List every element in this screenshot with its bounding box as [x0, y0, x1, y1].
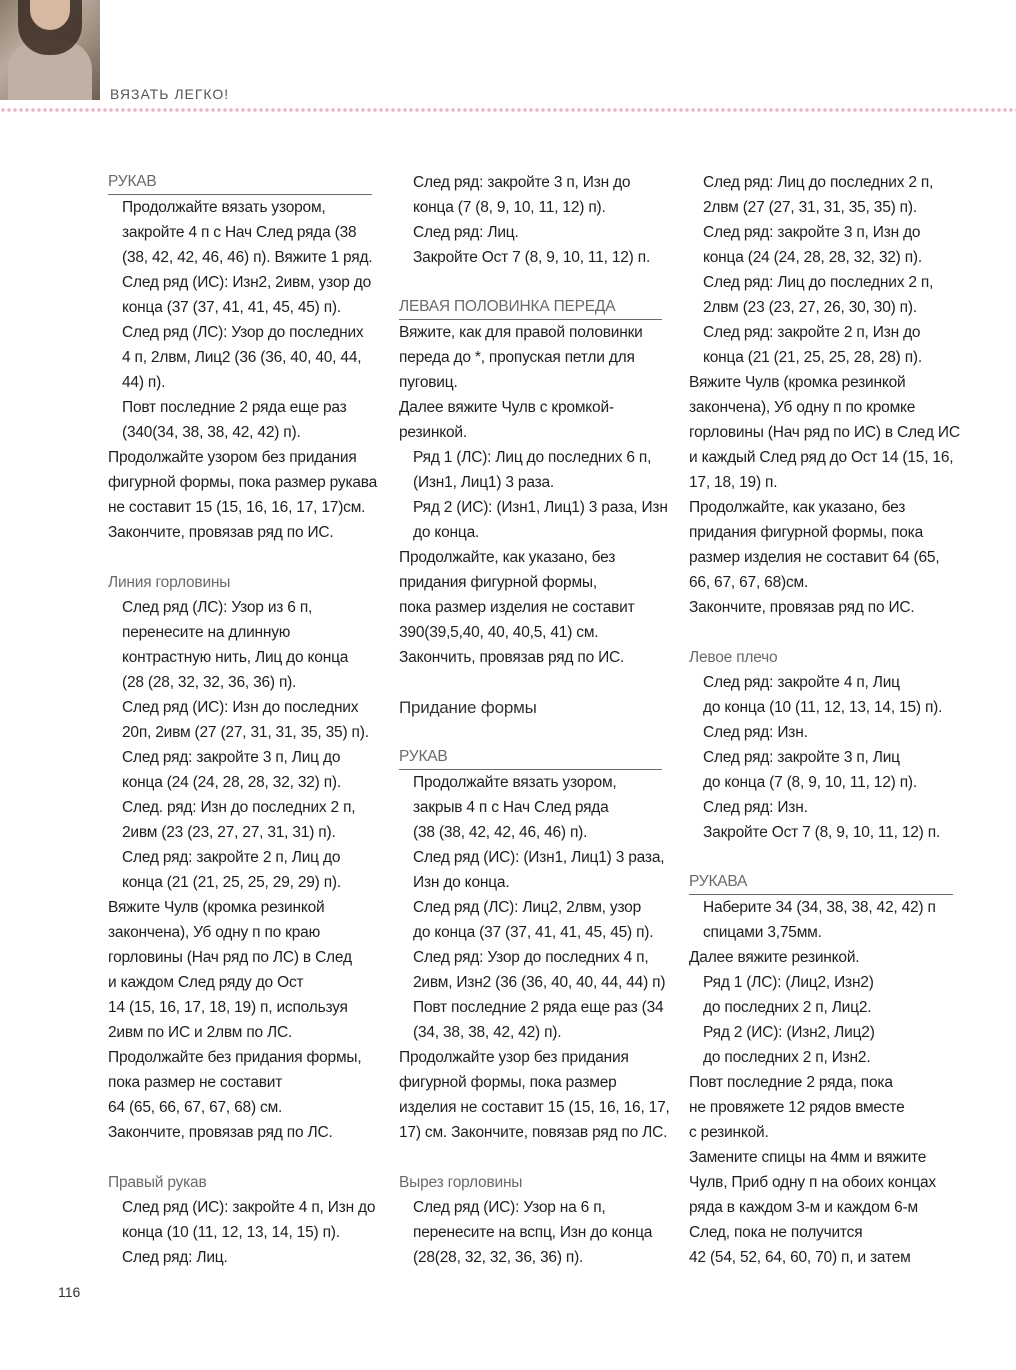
instruction-line: конца (21 (21, 25, 25, 28, 28) п).: [703, 349, 922, 366]
instruction-line: След ряд: закройте 3 п, Лиц: [703, 749, 900, 766]
instruction-line: конца (37 (37, 41, 41, 45, 45) п).: [122, 299, 341, 316]
instruction-line: 2лвм (23 (23, 27, 26, 30, 30) п).: [703, 299, 917, 316]
instruction-line: След ряд: закройте 3 п, Изн до: [703, 224, 921, 241]
text-line: Вяжите, как для правой половинки: [399, 324, 643, 341]
instruction-line: до конца (37 (37, 41, 41, 45, 45) п).: [413, 924, 654, 941]
instruction-line: до конца.: [413, 524, 480, 541]
instruction-line: до конца (10 (11, 12, 13, 14, 15) п).: [703, 699, 943, 716]
text-column-3: [689, 170, 960, 1270]
spacer: [399, 670, 662, 695]
instruction-line: 2лвм (27 (27, 31, 31, 35, 35) п).: [703, 199, 917, 216]
running-head: ВЯЗАТЬ ЛЕГКО!: [110, 86, 230, 102]
instruction-line: спицами 3,75мм.: [703, 924, 822, 941]
text-line: пуговиц.: [399, 374, 458, 391]
text-line: ряда в каждом 3-м и каждом 6-м: [689, 1199, 918, 1216]
instruction-line: (38 (38, 42, 42, 46, 46) п).: [413, 824, 588, 841]
instruction-line: След ряд: Лиц до последних 2 п,: [703, 274, 934, 291]
instruction-line: конца (7 (8, 9, 10, 11, 12) п).: [413, 199, 606, 216]
text-line: 42 (54, 52, 64, 60, 70) п, и затем: [689, 1249, 911, 1266]
instruction-line: След ряд: Лиц до последних 2 п,: [703, 174, 934, 191]
instruction-line: контрастную нить, Лиц до конца: [122, 649, 349, 666]
spacer: [108, 545, 372, 570]
text-line: Закончите, провязав ряд по ЛС.: [108, 1124, 333, 1141]
text-line: Вяжите Чулв (кромка резинкой: [689, 374, 906, 391]
instruction-line: След ряд (ИС): Изн2, 2ивм, узор до: [122, 274, 372, 291]
text-line: закончена), Уб одну п по краю: [108, 924, 321, 941]
spacer: [108, 1145, 372, 1170]
instruction-line: Наберите 34 (34, 38, 38, 42, 42) п: [703, 899, 936, 916]
instruction-line: 4 п, 2лвм, Лиц2 (36 (36, 40, 40, 44,: [122, 349, 362, 366]
text-line: Закончить, провязав ряд по ИС.: [399, 649, 625, 666]
text-line: Закончите, провязав ряд по ИС.: [108, 524, 334, 541]
text-line: 17) см. Закончите, повязав ряд по ЛС.: [399, 1124, 668, 1141]
instruction-line: (38, 42, 42, 46, 46) п). Вяжите 1 ряд.: [122, 249, 373, 266]
text-line: резинкой.: [399, 424, 467, 441]
section-heading: Правый рукав: [108, 1174, 207, 1191]
instruction-line: (34, 38, 38, 42, 42) п).: [413, 1024, 562, 1041]
text-line: 390(39,5,40, 40, 40,5, 41) см.: [399, 624, 599, 641]
text-line: Закончите, провязав ряд по ИС.: [689, 599, 915, 616]
text-line: не провяжете 12 рядов вместе: [689, 1099, 905, 1116]
instruction-line: След ряд: закройте 3 п, Лиц до: [122, 749, 341, 766]
instruction-line: След ряд (ЛС): Лиц2, 2лвм, узор: [413, 899, 642, 916]
page-number: 116: [58, 1284, 81, 1300]
text-line: Чулв, Приб одну п на обоих концах: [689, 1174, 936, 1191]
instruction-line: След ряд (ИС): закройте 4 п, Изн до: [122, 1199, 376, 1216]
text-line: придания фигурной формы,: [399, 574, 597, 591]
section-heading-underlined: РУКАВ: [108, 170, 372, 195]
section-heading: Линия горловины: [108, 574, 231, 591]
section-heading: Левое плечо: [689, 649, 778, 666]
instruction-line: (340(34, 38, 38, 42, 42) п).: [122, 424, 301, 441]
text-line: Продолжайте узор без придания: [399, 1049, 629, 1066]
text-line: закончена), Уб одну п по кромке: [689, 399, 916, 416]
text-line: с резинкой.: [689, 1124, 769, 1141]
spacer: [399, 1145, 662, 1170]
instruction-line: След ряд (ЛС): Узор до последних: [122, 324, 364, 341]
text-line: размер изделия не составит 64 (65,: [689, 549, 940, 566]
header-photo: [0, 0, 100, 100]
text-line: Далее вяжите Чулв с кромкой-: [399, 399, 614, 416]
instruction-line: перенесите на вспц, Изн до конца: [413, 1224, 653, 1241]
instruction-line: След ряд: Изн.: [703, 799, 808, 816]
instruction-line: закройте 4 п с Нач След ряда (38: [122, 224, 357, 241]
instruction-line: 44) п).: [122, 374, 166, 391]
instruction-line: Закройте Ост 7 (8, 9, 10, 11, 12) п.: [703, 824, 941, 841]
spacer: [689, 620, 953, 645]
section-heading-underlined: РУКАВА: [689, 870, 953, 895]
text-line: Продолжайте узором без придания: [108, 449, 357, 466]
instruction-line: След. ряд: Изн до последних 2 п,: [122, 799, 356, 816]
text-line: переда до *, пропуская петли для: [399, 349, 635, 366]
spacer: [399, 270, 662, 295]
instruction-line: Закройте Ост 7 (8, 9, 10, 11, 12) п.: [413, 249, 651, 266]
spacer: [399, 720, 662, 745]
instruction-line: Продолжайте вязать узором,: [122, 199, 326, 216]
instruction-line: След ряд (ИС): Узор на 6 п,: [413, 1199, 606, 1216]
text-line: 66, 67, 67, 68)см.: [689, 574, 809, 591]
text-line: и каждом След ряду до Ост: [108, 974, 304, 991]
instruction-line: до последних 2 п, Изн2.: [703, 1049, 871, 1066]
text-line: придания фигурной формы, пока: [689, 524, 924, 541]
instruction-line: конца (24 (24, 28, 28, 32, 32) п).: [703, 249, 922, 266]
text-line: изделия не составит 15 (15, 16, 16, 17,: [399, 1099, 670, 1116]
instruction-line: След ряд: закройте 2 п, Лиц до: [122, 849, 341, 866]
instruction-line: След ряд: Лиц.: [413, 224, 519, 241]
instruction-line: Ряд 2 (ИС): (Изн1, Лиц1) 3 раза, Изн: [413, 499, 668, 516]
spacer: [689, 845, 953, 870]
text-column-2: [399, 170, 670, 1270]
decorative-dotted-band: [0, 106, 1016, 114]
instruction-line: Изн до конца.: [413, 874, 510, 891]
text-line: не составит 15 (15, 16, 16, 17, 17)см.: [108, 499, 366, 516]
instruction-line: Ряд 1 (ЛС): (Лиц2, Изн2): [703, 974, 874, 991]
text-line: фигурной формы, пока размер рукава: [108, 474, 378, 491]
instruction-line: конца (24 (24, 28, 28, 32, 32) п).: [122, 774, 341, 791]
instruction-line: След ряд: Узор до последних 4 п,: [413, 949, 649, 966]
text-line: Далее вяжите резинкой.: [689, 949, 860, 966]
text-line: След, пока не получится: [689, 1224, 863, 1241]
text-line: 14 (15, 16, 17, 18, 19) п, используя: [108, 999, 348, 1016]
instruction-line: След ряд: закройте 3 п, Изн до: [413, 174, 631, 191]
section-heading-underlined: ЛЕВАЯ ПОЛОВИНКА ПЕРЕДА: [399, 295, 662, 320]
instruction-line: (28(28, 32, 32, 36, 36) п).: [413, 1249, 584, 1266]
instruction-line: След ряд (ИС): (Изн1, Лиц1) 3 раза,: [413, 849, 665, 866]
instruction-line: до последних 2 п, Лиц2.: [703, 999, 872, 1016]
section-heading-underlined: РУКАВ: [399, 745, 662, 770]
text-line: горловины (Нач ряд по ЛС) в След: [108, 949, 352, 966]
instruction-line: перенесите на длинную: [122, 624, 291, 641]
text-line: и каждый След ряд до Ост 14 (15, 16,: [689, 449, 954, 466]
instruction-line: След ряд: Лиц.: [122, 1249, 228, 1266]
instruction-line: (Изн1, Лиц1) 3 раза.: [413, 474, 555, 491]
text-line: фигурной формы, пока размер: [399, 1074, 617, 1091]
instruction-line: конца (10 (11, 12, 13, 14, 15) п).: [122, 1224, 340, 1241]
instruction-line: Продолжайте вязать узором,: [413, 774, 617, 791]
text-column-1: [108, 170, 378, 1270]
instruction-line: 2ивм (23 (23, 27, 27, 31, 31) п).: [122, 824, 336, 841]
text-line: Повт последние 2 ряда, пока: [689, 1074, 893, 1091]
instruction-line: до конца (7 (8, 9, 10, 11, 12) п).: [703, 774, 917, 791]
instruction-line: След ряд: закройте 4 п, Лиц: [703, 674, 900, 691]
text-line: 17, 18, 19) п.: [689, 474, 778, 491]
instruction-line: 2ивм, Изн2 (36 (36, 40, 40, 44, 44) п): [413, 974, 666, 991]
text-line: 64 (65, 66, 67, 67, 68) см.: [108, 1099, 283, 1116]
text-line: Продолжайте, как указано, без: [689, 499, 906, 516]
text-line: пока размер изделия не составит: [399, 599, 635, 616]
text-line: Продолжайте без придания формы,: [108, 1049, 362, 1066]
text-line: пока размер не составит: [108, 1074, 283, 1091]
instruction-line: След ряд: закройте 2 п, Изн до: [703, 324, 921, 341]
instruction-line: След ряд (ЛС): Узор из 6 п,: [122, 599, 313, 616]
chapter-heading: Придание формы: [399, 698, 537, 717]
instruction-line: Ряд 2 (ИС): (Изн2, Лиц2): [703, 1024, 875, 1041]
text-line: горловины (Нач ряд по ИС) в След ИС: [689, 424, 960, 441]
text-line: Продолжайте, как указано, без: [399, 549, 616, 566]
section-heading: Вырез горловины: [399, 1174, 523, 1191]
instruction-line: (28 (28, 32, 32, 36, 36) п).: [122, 674, 297, 691]
text-line: 2ивм по ИС и 2лвм по ЛС.: [108, 1024, 293, 1041]
instruction-line: Повт последние 2 ряда еще раз: [122, 399, 347, 416]
text-line: Вяжите Чулв (кромка резинкой: [108, 899, 325, 916]
text-line: Замените спицы на 4мм и вяжите: [689, 1149, 927, 1166]
instruction-line: Ряд 1 (ЛС): Лиц до последних 6 п,: [413, 449, 652, 466]
instruction-line: конца (21 (21, 25, 25, 29, 29) п).: [122, 874, 341, 891]
instruction-line: След ряд: Изн.: [703, 724, 808, 741]
instruction-line: След ряд (ИС): Изн до последних: [122, 699, 359, 716]
instruction-line: Повт последние 2 ряда еще раз (34: [413, 999, 664, 1016]
instruction-line: 20п, 2ивм (27 (27, 31, 31, 35, 35) п).: [122, 724, 369, 741]
instruction-line: закрыв 4 п с Нач След ряда: [413, 799, 609, 816]
